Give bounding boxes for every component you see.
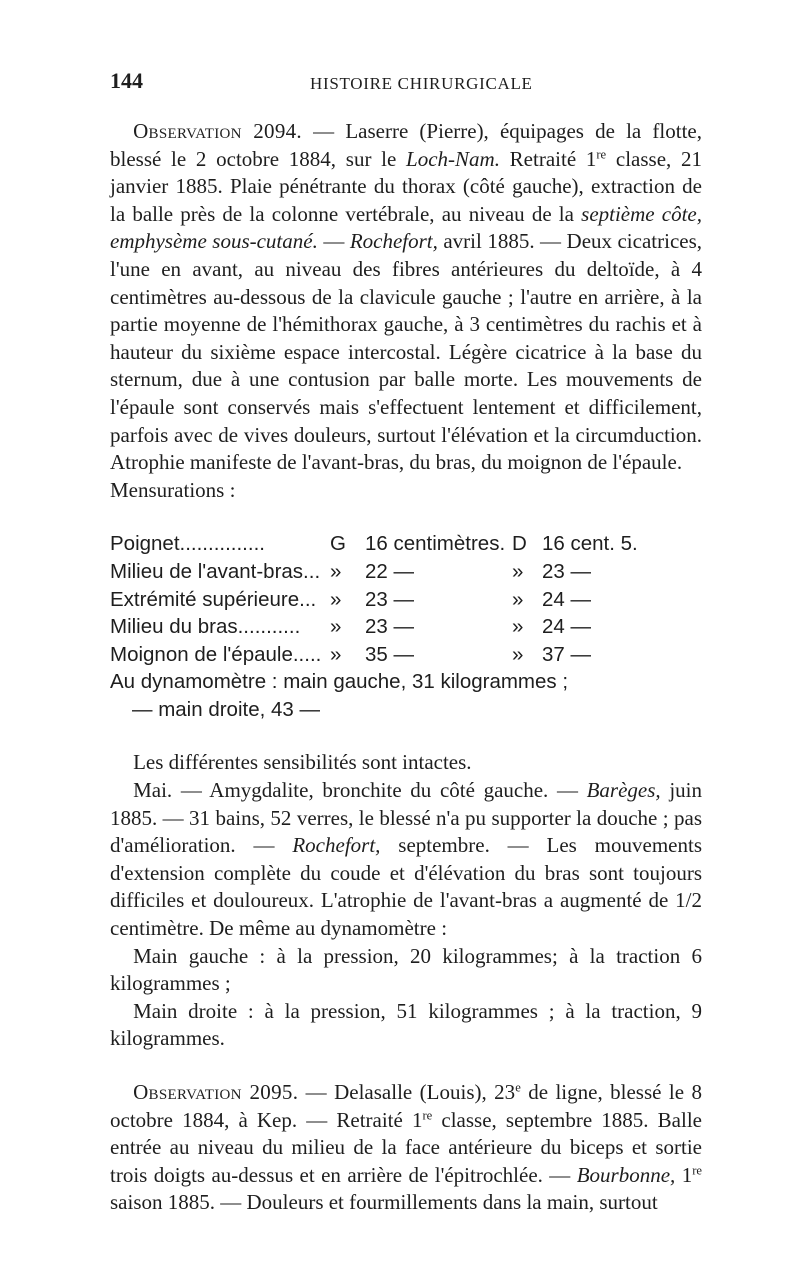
ordinal-superscript: e [515, 1080, 521, 1095]
followup-text: Mai. — Amygdalite, bronchite du côté gauche. — [133, 778, 587, 803]
left-side-marker: » [330, 587, 342, 611]
left-side-value: 16 centimètres. [365, 532, 506, 556]
right-side-value: 16 cent. 5. [542, 532, 638, 556]
observation-text: — Delasalle (Louis), 23 [298, 1080, 516, 1104]
ordinal-superscript: re [692, 1163, 702, 1178]
measurements-table [110, 530, 705, 723]
measurement-row [110, 530, 705, 558]
place-name: Barèges, [586, 778, 661, 803]
followup-text: juin 1885. — 31 bains, 52 verres, le blessé n'a pu supporter la douche ; pas d'amélioration. — [110, 778, 703, 858]
right-side-marker: » [512, 559, 524, 583]
left-side-marker: G [330, 532, 346, 556]
sensibility-paragraph: Les différentes sensibilités sont intactes. [133, 750, 472, 775]
observation-text: avril 1885. — Deux cicatrices, l'une en avant, au niveau des fibres antérieures du deltoïde, à 4 centimètres au-dessous de la clavicule gauche ; l'autre en arrière, à la partie moyenne de l'hémithorax gauche, à 3 centimètres du rachis et à hauteur du sixième espace intercostal. Légère cicatrice à la base du sternum, due à une contusion par balle morte. Les mouvements de l'épaule sont conservés mais s'effectuent lentement et difficilement, parfois avec de vives douleurs, surtout l'élévation et la circumduction. Atrophie manifeste de l'avant-bras, du bras, du moignon de l'épaule. [110, 229, 703, 475]
measurement-row [110, 558, 705, 586]
observation-text: classe, septembre 1885. Balle entrée au niveau du milieu de la face antérieure du biceps et sortie trois doigts au-dessus et en arrière de l'épitrochlée. — [110, 1107, 702, 1187]
right-side-marker: » [512, 615, 524, 639]
right-side-marker: » [512, 587, 524, 611]
observation-text: classe, 21 janvier 1885. Plaie pénétrante du thorax (côté gauche), extraction de la balle près de la colonne vertébrale, au niveau de la [110, 146, 702, 226]
page-body [110, 118, 702, 1217]
left-hand-dynamometer: Main gauche : à la pression, 20 kilogrammes; à la traction 6 kilogrammes ; [110, 943, 702, 996]
ordinal-superscript: re [596, 147, 607, 162]
measurement-row [110, 613, 705, 641]
observation-label: Observation 2095. [133, 1080, 299, 1104]
measurements-label: Mensurations : [110, 477, 236, 502]
observation-2094-paragraph [110, 118, 702, 477]
left-side-marker: » [330, 615, 342, 639]
observation-text: saison 1885. — Douleurs et fourmillements dans la main, surtout [110, 1190, 658, 1215]
observation-text: — [317, 229, 350, 254]
measurement-name: Milieu de l'avant-bras... [110, 559, 321, 583]
observation-label: Observation 2094. [133, 119, 302, 143]
followup-text: septembre. — Les mouvements d'extension complète du coude et d'élévation du bras sont toujours difficiles et douloureux. L'atrophie de l'avant-bras a augmenté de 1/2 centimètre. De même au dynamomètre : [110, 833, 702, 941]
right-side-marker: D [512, 532, 527, 556]
followup-paragraph [110, 777, 702, 943]
measurement-name: Poignet............... [110, 532, 265, 556]
place-name: Bourbonne, [576, 1162, 676, 1187]
running-head: HISTOIRE CHIRURGICALE [310, 74, 533, 93]
dynamometer-right: — main droite, 43 — [132, 697, 320, 721]
ship-name: Loch-Nam. [406, 146, 500, 171]
place-name: Rochefort, [292, 833, 381, 858]
page-header [110, 67, 690, 97]
left-side-value: 22 — [365, 559, 414, 583]
page-number: 144 [110, 68, 143, 93]
right-side-value: 24 — [542, 587, 591, 611]
observation-text: de ligne, blessé le 8 octobre 1884, à Kep. — Retraité 1 [110, 1080, 702, 1132]
right-side-value: 23 — [542, 559, 591, 583]
left-side-value: 23 — [365, 587, 414, 611]
dynamometer-left: Au dynamomètre : main gauche, 31 kilogrammes ; [110, 670, 569, 694]
measurement-name: Moignon de l'épaule..... [110, 642, 322, 666]
left-side-marker: » [330, 642, 342, 666]
measurement-row [110, 586, 705, 614]
left-side-marker: » [330, 559, 342, 583]
right-side-marker: » [512, 642, 524, 666]
left-side-value: 35 — [365, 642, 414, 666]
place-name: Rochefort, [349, 229, 438, 254]
diagnosis: septième côte, emphysème sous-cutané. [110, 201, 702, 254]
measurement-name: Extrémité supérieure... [110, 587, 317, 611]
measurement-row [110, 641, 705, 669]
right-hand-dynamometer: Main droite : à la pression, 51 kilogrammes ; à la traction, 9 kilogrammes. [110, 998, 702, 1051]
observation-text: 1 [675, 1162, 693, 1187]
right-side-value: 24 — [542, 615, 591, 639]
right-side-value: 37 — [542, 642, 591, 666]
observation-text: — Laserre (Pierre), équipages de la flotte, blessé le 2 octobre 1884, sur le [110, 119, 702, 171]
observation-text: Retraité 1 [499, 146, 597, 171]
left-side-value: 23 — [365, 615, 414, 639]
observation-2095-paragraph [110, 1079, 702, 1217]
ordinal-superscript: re [422, 1108, 433, 1123]
measurement-name: Milieu du bras........... [110, 615, 301, 639]
